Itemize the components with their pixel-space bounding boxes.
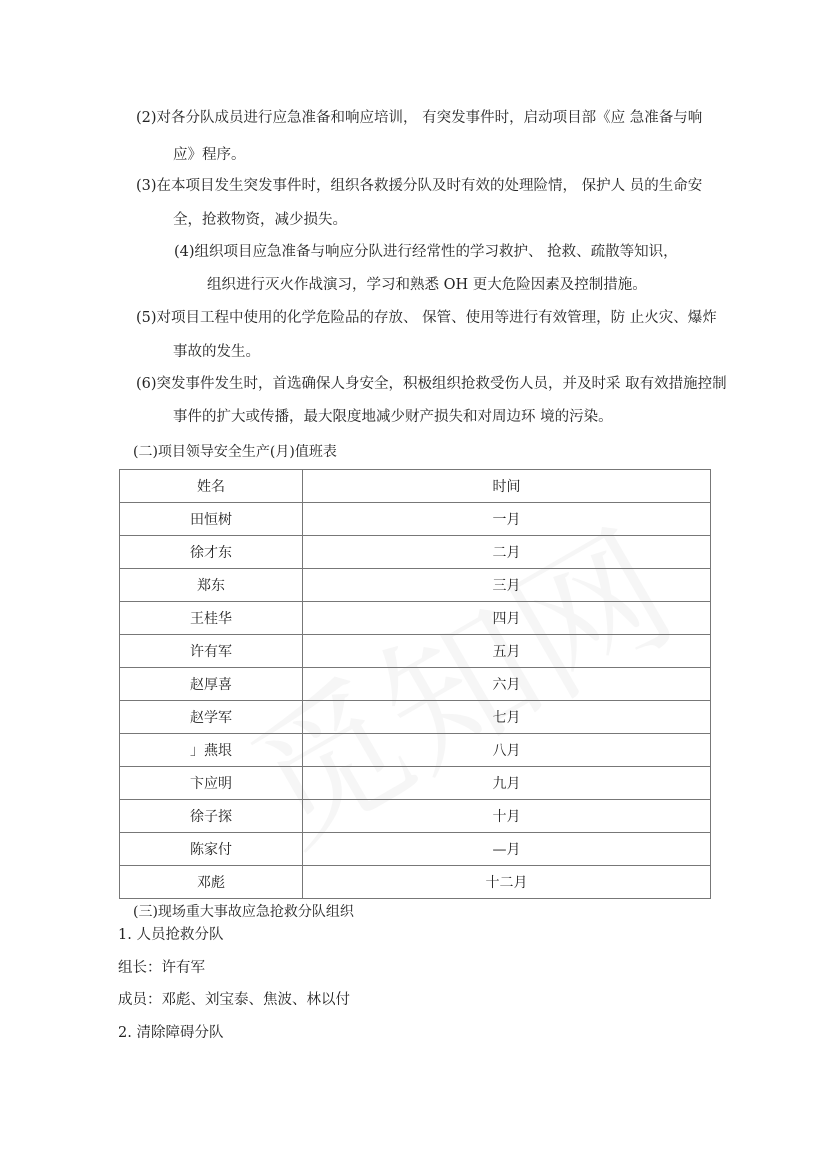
name-cell: 田恒树 [120,503,303,536]
table-row [120,734,711,767]
header-time: 时间 [303,470,711,503]
name-cell: 徐才东 [120,536,303,569]
team-1-members: 成员：邓彪、刘宝泰、焦波、林以付 [118,992,350,1008]
table-row [120,701,711,734]
table-row [120,833,711,866]
name-cell: 王桂华 [120,602,303,635]
name-cell: 陈家付 [120,833,303,866]
month-cell: —月 [303,833,711,866]
name-cell: 」燕垠 [120,734,303,767]
team-1-leader: 组长：许有军 [118,960,205,976]
name-cell: 邓彪 [120,866,303,899]
paragraph-3-line-2: 全，抢救物资，减少损失。 [173,212,347,228]
paragraph-6-line-1: (6)突发事件发生时，首选确保人身安全，积极组织抢救受伤人员，并及时采 取有效措施控制 [136,376,727,392]
month-cell: 八月 [303,734,711,767]
table-row [120,569,711,602]
duty-roster-table [119,469,711,899]
month-cell: 二月 [303,536,711,569]
team-2-title: 2. 清除障碍分队 [118,1025,224,1041]
table-row [120,503,711,536]
month-cell: 三月 [303,569,711,602]
month-cell: 一月 [303,503,711,536]
month-cell: 六月 [303,668,711,701]
header-name: 姓名 [120,470,303,503]
paragraph-2-line-2: 应》程序。 [173,147,246,163]
paragraph-4-line-2: 组织进行灭火作战演习，学习和熟悉 OH 更大危险因素及控制措施。 [207,277,647,293]
team-1-title: 1. 人员抢救分队 [118,927,224,943]
table-row [120,800,711,833]
month-cell: 五月 [303,635,711,668]
paragraph-4-line-1: (4)组织项目应急准备与响应分队进行经常性的学习救护、 抢救、疏散等知识， [174,244,678,260]
table-row [120,602,711,635]
name-cell: 赵学军 [120,701,303,734]
table-row [120,536,711,569]
section-2-title: (二)项目领导安全生产(月)值班表 [133,444,337,460]
paragraph-5-line-1: (5)对项目工程中使用的化学危险品的存放、 保管、使用等进行有效管理，防 止火灾、爆炸 [136,310,717,326]
paragraph-2-line-1: (2)对各分队成员进行应急准备和响应培训， 有突发事件时，启动项目部《应 急准备与响 [136,110,703,126]
table-header-row [120,470,711,503]
table-row [120,635,711,668]
paragraph-5-line-2: 事故的发生。 [173,344,260,360]
name-cell: 卞应明 [120,767,303,800]
section-3-title: (三)现场重大事故应急抢救分队组织 [133,904,354,920]
table-row [120,866,711,899]
table-row [120,767,711,800]
month-cell: 四月 [303,602,711,635]
name-cell: 赵厚喜 [120,668,303,701]
month-cell: 七月 [303,701,711,734]
name-cell: 许有军 [120,635,303,668]
month-cell: 十月 [303,800,711,833]
paragraph-3-line-1: (3)在本项目发生突发事件时，组织各救援分队及时有效的处理险情， 保护人 员的生命安 [136,178,703,194]
table-row [120,668,711,701]
month-cell: 九月 [303,767,711,800]
name-cell: 郑东 [120,569,303,602]
name-cell: 徐子探 [120,800,303,833]
paragraph-6-line-2: 事件的扩大或传播，最大限度地减少财产损失和对周边环 境的污染。 [173,409,613,425]
month-cell: 十二月 [303,866,711,899]
